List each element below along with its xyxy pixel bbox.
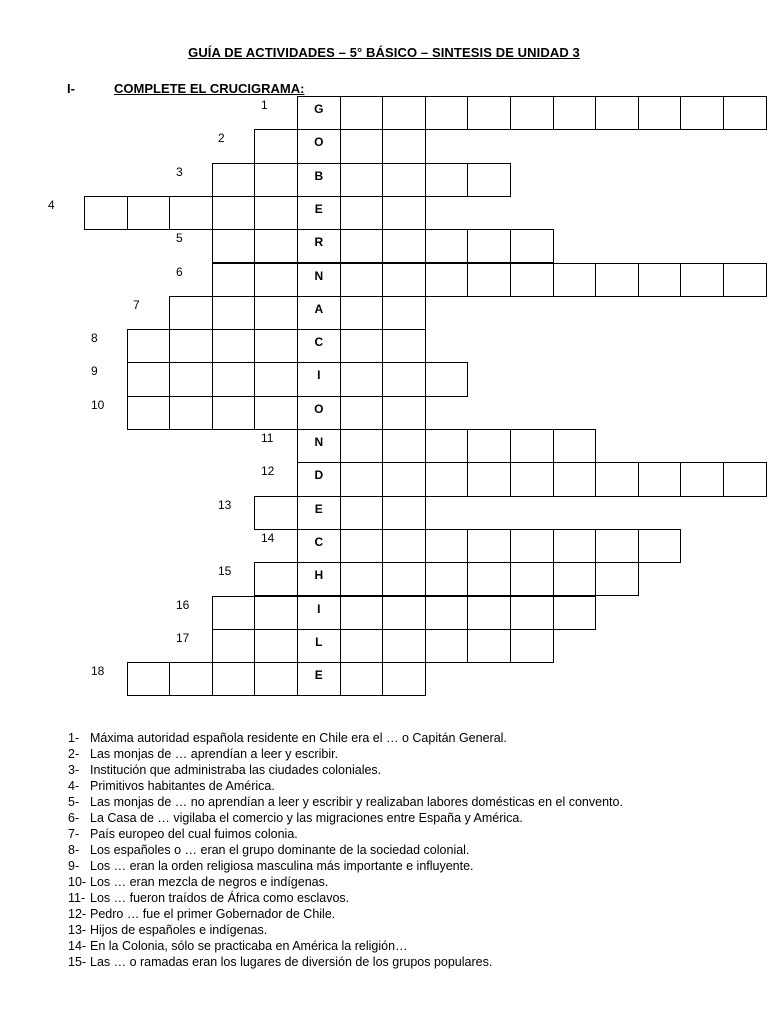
crossword-cell[interactable] (510, 562, 554, 596)
crossword-cell[interactable] (382, 229, 426, 263)
crossword-cell[interactable] (127, 362, 171, 396)
crossword-cell[interactable] (340, 129, 384, 163)
crossword-cell[interactable] (382, 562, 426, 596)
clue-number: 4- (68, 779, 80, 793)
crossword-cell[interactable] (425, 263, 469, 297)
key-letter-cell: E (297, 496, 341, 530)
crossword-cell[interactable] (467, 629, 511, 663)
row-number: 12 (261, 464, 275, 478)
crossword-cell[interactable] (510, 263, 554, 297)
crossword-cell[interactable] (254, 263, 298, 297)
crossword-cell[interactable] (425, 529, 469, 563)
crossword-cell[interactable] (382, 329, 426, 363)
row-number: 9 (91, 364, 98, 378)
clue-text: Primitivos habitantes de América. (90, 779, 275, 793)
key-letter-cell: D (297, 462, 341, 496)
key-letter-cell: N (297, 429, 341, 463)
crossword-cell[interactable] (254, 196, 298, 230)
crossword-cell[interactable] (382, 362, 426, 396)
crossword-cell[interactable] (510, 462, 554, 496)
clue-text: En la Colonia, sólo se practicaba en América la religión… (90, 939, 408, 953)
row-number: 16 (176, 598, 190, 612)
crossword-cell[interactable] (382, 662, 426, 696)
crossword-cell[interactable] (212, 229, 256, 263)
clue-item (68, 874, 623, 890)
crossword-cell[interactable] (467, 429, 511, 463)
crossword-cell[interactable] (680, 263, 724, 297)
key-letter-cell: A (297, 296, 341, 330)
crossword-cell[interactable] (510, 96, 554, 130)
clue-text: Pedro … fue el primer Gobernador de Chile. (90, 907, 336, 921)
clue-number: 5- (68, 795, 80, 809)
clue-text: Institución que administraba las ciudades coloniales. (90, 763, 382, 777)
key-letter-cell: C (297, 529, 341, 563)
row-number: 7 (133, 298, 140, 312)
clue-text: Los españoles o … eran el grupo dominante de la sociedad colonial. (90, 843, 470, 857)
crossword-cell[interactable] (595, 462, 639, 496)
crossword-cell[interactable] (340, 429, 384, 463)
crossword-cell[interactable] (212, 196, 256, 230)
crossword-cell[interactable] (382, 263, 426, 297)
crossword-cell[interactable] (723, 96, 767, 130)
crossword-cell[interactable] (467, 529, 511, 563)
crossword-cell[interactable] (169, 296, 213, 330)
crossword-cell[interactable] (212, 296, 256, 330)
crossword-cell[interactable] (254, 129, 298, 163)
row-number: 8 (91, 331, 98, 345)
crossword-cell[interactable] (382, 129, 426, 163)
clue-number: 15- (68, 955, 87, 969)
row-number: 15 (218, 564, 232, 578)
clue-item (68, 842, 623, 858)
row-number: 17 (176, 631, 190, 645)
key-letter-cell: G (297, 96, 341, 130)
crossword-cell[interactable] (254, 362, 298, 396)
crossword-cell[interactable] (638, 462, 682, 496)
crossword-cell[interactable] (254, 562, 298, 596)
clue-number: 11- (68, 891, 86, 905)
crossword-cell[interactable] (467, 263, 511, 297)
crossword-cell[interactable] (425, 462, 469, 496)
crossword-cell[interactable] (467, 596, 511, 630)
crossword-cell[interactable] (254, 396, 298, 430)
key-letter-cell: I (297, 596, 341, 630)
key-letter-cell: E (297, 662, 341, 696)
clue-number: 1- (68, 731, 80, 745)
crossword-cell[interactable] (340, 196, 384, 230)
row-number: 1 (261, 98, 268, 112)
crossword-cell[interactable] (553, 529, 597, 563)
crossword-cell[interactable] (254, 662, 298, 696)
crossword-cell[interactable] (382, 496, 426, 530)
clue-number: 13- (68, 923, 87, 937)
row-number: 13 (218, 498, 232, 512)
crossword-cell[interactable] (425, 596, 469, 630)
crossword-cell[interactable] (84, 196, 128, 230)
key-letter-cell: O (297, 396, 341, 430)
key-letter-cell: O (297, 129, 341, 163)
crossword-cell[interactable] (340, 462, 384, 496)
crossword-cell[interactable] (638, 529, 682, 563)
clue-number: 14- (68, 939, 87, 953)
crossword-cell[interactable] (340, 496, 384, 530)
crossword-cell[interactable] (723, 462, 767, 496)
page-title: GUÍA DE ACTIVIDADES – 5° BÁSICO – SINTESIS DE UNIDAD 3 (188, 45, 580, 60)
crossword-cell[interactable] (254, 329, 298, 363)
crossword-cell[interactable] (553, 462, 597, 496)
clue-text: Los … eran mezcla de negros e indígenas. (90, 875, 329, 889)
crossword-cell[interactable] (425, 362, 469, 396)
crossword-cell[interactable] (340, 263, 384, 297)
crossword-cell[interactable] (382, 462, 426, 496)
crossword-cell[interactable] (638, 263, 682, 297)
row-number: 18 (91, 664, 105, 678)
crossword-cell[interactable] (510, 596, 554, 630)
clue-item (68, 954, 623, 970)
crossword-cell[interactable] (680, 462, 724, 496)
crossword-cell[interactable] (595, 562, 639, 596)
crossword-cell[interactable] (340, 229, 384, 263)
clue-item (68, 794, 623, 810)
crossword-cell[interactable] (340, 362, 384, 396)
clue-text: Los … fueron traídos de África como esclavos. (90, 891, 350, 905)
section-title: COMPLETE EL CRUCIGRAMA: (114, 81, 305, 96)
clue-number: 10- (68, 875, 87, 889)
crossword-cell[interactable] (169, 662, 213, 696)
key-letter-cell: E (297, 196, 341, 230)
crossword-cell[interactable] (425, 96, 469, 130)
crossword-cell[interactable] (382, 629, 426, 663)
clue-text: Máxima autoridad española residente en Chile era el … o Capitán General. (90, 731, 507, 745)
crossword-cell[interactable] (127, 196, 171, 230)
crossword-cell[interactable] (212, 362, 256, 396)
crossword-cell[interactable] (510, 529, 554, 563)
clue-text: País europeo del cual fuimos colonia. (90, 827, 298, 841)
crossword-cell[interactable] (254, 496, 298, 530)
crossword-cell[interactable] (382, 596, 426, 630)
crossword-cell[interactable] (169, 362, 213, 396)
row-number: 6 (176, 265, 183, 279)
crossword-cell[interactable] (382, 429, 426, 463)
crossword-cell[interactable] (595, 263, 639, 297)
clue-text: Los … eran la orden religiosa masculina más importante e influyente. (90, 859, 474, 873)
clue-item (68, 746, 623, 762)
clue-number: 8- (68, 843, 80, 857)
crossword-cell[interactable] (382, 529, 426, 563)
crossword-cell[interactable] (467, 462, 511, 496)
crossword-cell[interactable] (340, 163, 384, 197)
crossword-cell[interactable] (553, 96, 597, 130)
row-number: 3 (176, 165, 183, 179)
clue-number: 9- (68, 859, 80, 873)
crossword-cell[interactable] (212, 263, 256, 297)
clue-number: 12- (68, 907, 87, 921)
crossword-cell[interactable] (212, 662, 256, 696)
clue-item (68, 890, 623, 906)
crossword-cell[interactable] (553, 562, 597, 596)
crossword-cell[interactable] (212, 396, 256, 430)
clue-item (68, 906, 623, 922)
crossword-cell[interactable] (510, 229, 554, 263)
crossword-cell[interactable] (382, 163, 426, 197)
crossword-cell[interactable] (553, 429, 597, 463)
key-letter-cell: H (297, 562, 341, 596)
key-letter-cell: C (297, 329, 341, 363)
crossword-cell[interactable] (723, 263, 767, 297)
crossword-cell[interactable] (340, 296, 384, 330)
clue-number: 3- (68, 763, 80, 777)
crossword-cell[interactable] (425, 229, 469, 263)
crossword-cell[interactable] (382, 296, 426, 330)
row-number: 11 (261, 431, 274, 445)
crossword-cell[interactable] (212, 629, 256, 663)
row-number: 10 (91, 398, 105, 412)
crossword-cell[interactable] (340, 596, 384, 630)
clue-number: 7- (68, 827, 80, 841)
crossword-cell[interactable] (169, 396, 213, 430)
clue-item (68, 778, 623, 794)
crossword-cell[interactable] (638, 96, 682, 130)
crossword-cell[interactable] (467, 229, 511, 263)
clue-text: Las monjas de … aprendían a leer y escribir. (90, 747, 339, 761)
clue-text: Hijos de españoles e indígenas. (90, 923, 268, 937)
crossword-cell[interactable] (425, 562, 469, 596)
key-letter-cell: R (297, 229, 341, 263)
crossword-cell[interactable] (212, 596, 256, 630)
section-number: I- (67, 81, 75, 96)
clue-text: Las … o ramadas eran los lugares de diversión de los grupos populares. (90, 955, 493, 969)
key-letter-cell: B (297, 163, 341, 197)
key-letter-cell: L (297, 629, 341, 663)
crossword-cell[interactable] (425, 163, 469, 197)
clue-number: 2- (68, 747, 80, 761)
clue-item (68, 730, 623, 746)
clue-list (68, 730, 623, 970)
crossword-cell[interactable] (340, 329, 384, 363)
clue-item (68, 938, 623, 954)
crossword-cell[interactable] (340, 662, 384, 696)
crossword-cell[interactable] (340, 396, 384, 430)
crossword-cell[interactable] (510, 629, 554, 663)
key-letter-cell: I (297, 362, 341, 396)
crossword-cell[interactable] (382, 196, 426, 230)
row-number: 4 (48, 198, 55, 212)
crossword-cell[interactable] (254, 629, 298, 663)
clue-item (68, 858, 623, 874)
crossword-cell[interactable] (382, 96, 426, 130)
crossword-cell[interactable] (254, 296, 298, 330)
crossword-cell[interactable] (340, 529, 384, 563)
crossword-cell[interactable] (212, 163, 256, 197)
crossword-cell[interactable] (169, 329, 213, 363)
clue-item (68, 762, 623, 778)
crossword-cell[interactable] (169, 196, 213, 230)
row-number: 14 (261, 531, 275, 545)
crossword-cell[interactable] (127, 396, 171, 430)
clue-number: 6- (68, 811, 80, 825)
crossword-cell[interactable] (425, 629, 469, 663)
crossword-cell[interactable] (382, 396, 426, 430)
clue-item (68, 922, 623, 938)
row-number: 2 (218, 131, 225, 145)
crossword-cell[interactable] (127, 329, 171, 363)
key-letter-cell: N (297, 263, 341, 297)
crossword-cell[interactable] (254, 596, 298, 630)
crossword-cell[interactable] (340, 96, 384, 130)
crossword-cell[interactable] (340, 562, 384, 596)
clue-item (68, 810, 623, 826)
clue-text: La Casa de … vigilaba el comercio y las migraciones entre España y América. (90, 811, 523, 825)
crossword-cell[interactable] (127, 662, 171, 696)
crossword-cell[interactable] (467, 96, 511, 130)
crossword-cell[interactable] (254, 229, 298, 263)
crossword-cell[interactable] (467, 562, 511, 596)
clue-text: Las monjas de … no aprendían a leer y escribir y realizaban labores domésticas en el convento. (90, 795, 623, 809)
crossword-cell[interactable] (553, 596, 597, 630)
clue-item (68, 826, 623, 842)
crossword-cell[interactable] (340, 629, 384, 663)
crossword-cell[interactable] (595, 96, 639, 130)
crossword-cell[interactable] (680, 96, 724, 130)
crossword-cell[interactable] (425, 429, 469, 463)
crossword-cell[interactable] (467, 163, 511, 197)
crossword-cell[interactable] (553, 263, 597, 297)
crossword-cell[interactable] (212, 329, 256, 363)
crossword-cell[interactable] (510, 429, 554, 463)
crossword-cell[interactable] (595, 529, 639, 563)
row-number: 5 (176, 231, 183, 245)
crossword-cell[interactable] (254, 163, 298, 197)
